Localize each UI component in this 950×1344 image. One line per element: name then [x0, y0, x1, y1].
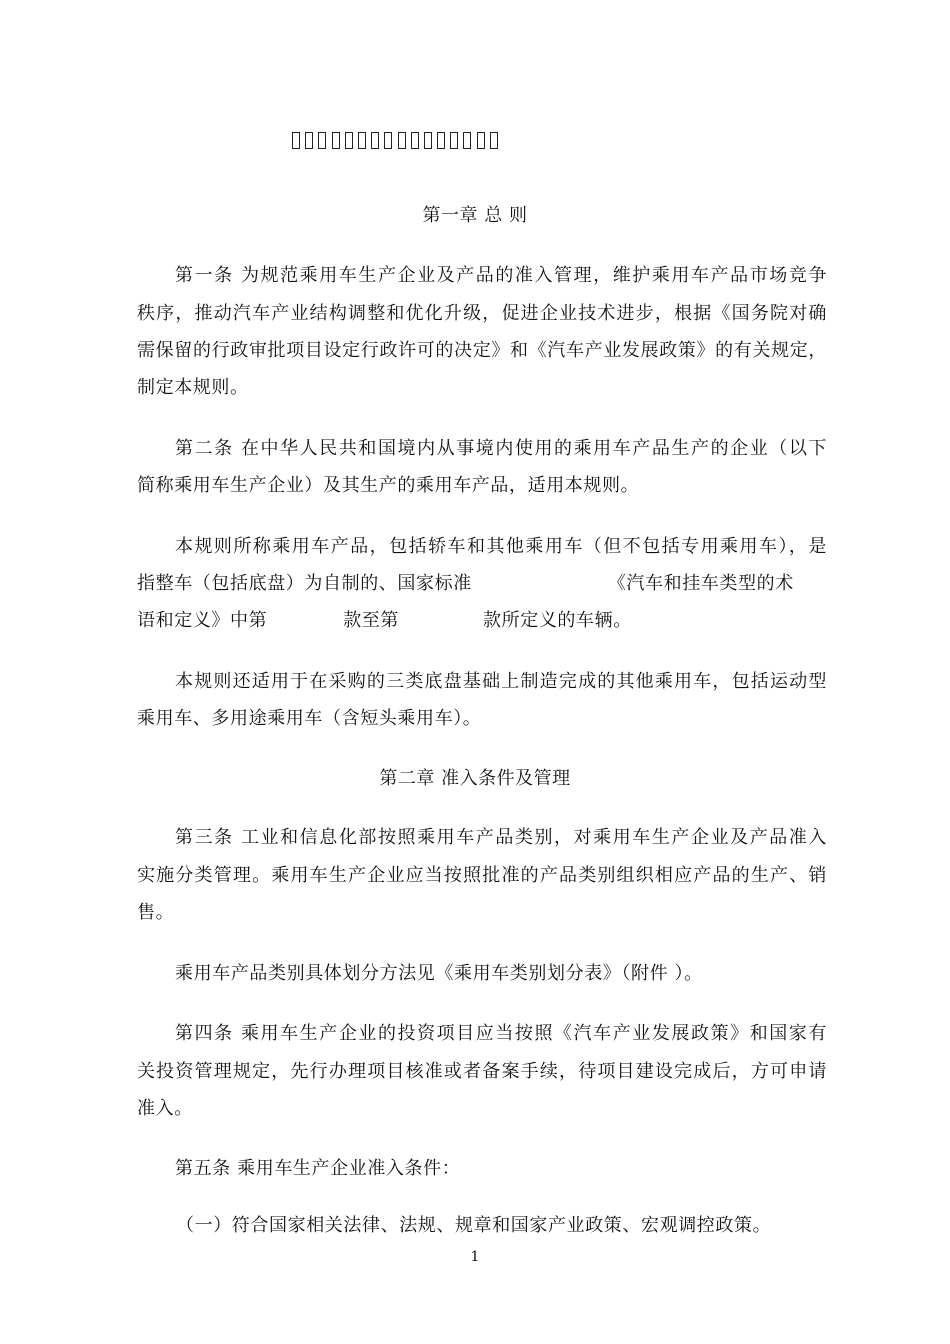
article-2-para-2-line-3: [137, 609, 827, 633]
article-2-para-2-line-3a: 语和定义》中第: [137, 610, 268, 631]
chapter-2-heading: 第二章 准入条件及管理: [379, 768, 571, 789]
chapter-1-heading: 第一章 总 则: [422, 205, 528, 226]
article-2-line-1: 第二条 在中华人民共和国境内从事境内使用的乘用车产品生产的企业（以下: [175, 438, 827, 459]
missing-glyph-box: [450, 132, 458, 149]
article-2-para-2-line-2: [137, 572, 827, 596]
missing-glyph-box: [305, 132, 313, 149]
article-2-para-2-line-2b: 《汽车和挂车类型的术: [607, 573, 794, 594]
missing-glyph-box: [318, 132, 326, 149]
missing-glyph-box: [345, 132, 353, 149]
article-2-para-2-line-3c: 款所定义的车辆。: [483, 610, 632, 631]
article-5-line-1: 第五条 乘用车生产企业准入条件：: [175, 1158, 461, 1179]
article-3-line-3: 售。: [137, 902, 175, 923]
missing-glyph-box: [358, 132, 366, 149]
article-3-line-2: 实施分类管理。乘用车生产企业应当按照批准的产品类别组织相应产品的生产、销: [137, 865, 827, 886]
article-1-line-4: 制定本规则。: [137, 377, 249, 398]
article-2-para-3-line-1: 本规则还适用于在采购的三类底盘基础上制造完成的其他乘用车，包括运动型: [175, 671, 827, 692]
article-4-line-1: 第四条 乘用车生产企业的投资项目应当按照《汽车产业发展政策》和国家有: [175, 1023, 827, 1044]
article-1-line-2: 秩序，推动汽车产业结构调整和优化升级，促进企业技术进步，根据《国务院对确: [137, 303, 827, 324]
article-2-para-2-line-2a: 指整车（包括底盘）为自制的、国家标准: [137, 573, 472, 594]
article-3-para-2: 乘用车产品类别具体划分方法见《乘用车类别划分表》（附件 ）。: [175, 963, 703, 984]
missing-glyph-box: [332, 132, 340, 149]
missing-glyph-box: [398, 132, 406, 149]
missing-glyph-box: [411, 132, 419, 149]
article-2-para-2-line-3b: 款至第: [343, 610, 400, 631]
article-4-line-2: 关投资管理规定，先行办理项目核准或者备案手续，待项目建设完成后，方可申请: [137, 1061, 827, 1082]
missing-glyph-box: [371, 132, 379, 149]
article-1-line-3: 需保留的行政审批项目设定行政许可的决定》和《汽车产业发展政策》的有关规定，: [137, 340, 827, 361]
missing-glyph-box: [477, 132, 485, 149]
missing-glyph-box: [463, 132, 471, 149]
article-4-line-3: 准入。: [137, 1098, 193, 1119]
article-5-item-1: （一）符合国家相关法律、法规、规章和国家产业政策、宏观调控政策。: [176, 1215, 772, 1236]
missing-glyph-box: [437, 132, 445, 149]
missing-glyph-box: [384, 132, 392, 149]
article-3-line-1: 第三条 工业和信息化部按照乘用车产品类别，对乘用车生产企业及产品准入: [175, 827, 827, 848]
page-number: 1: [470, 1249, 480, 1265]
missing-glyph-box: [292, 132, 300, 149]
article-2-para-2-line-1: 本规则所称乘用车产品，包括轿车和其他乘用车（但不包括专用乘用车），是: [175, 536, 827, 557]
missing-glyph-box: [424, 132, 432, 149]
document-title-garbled: [292, 132, 512, 149]
article-1-line-1: 第一条 为规范乘用车生产企业及产品的准入管理，维护乘用车产品市场竞争: [175, 265, 827, 286]
article-2-line-2: 简称乘用车生产企业）及其生产的乘用车产品，适用本规则。: [137, 475, 640, 496]
missing-glyph-box: [490, 132, 498, 149]
article-2-para-3-line-2: 乘用车、多用途乘用车（含短头乘用车）。: [137, 708, 482, 729]
